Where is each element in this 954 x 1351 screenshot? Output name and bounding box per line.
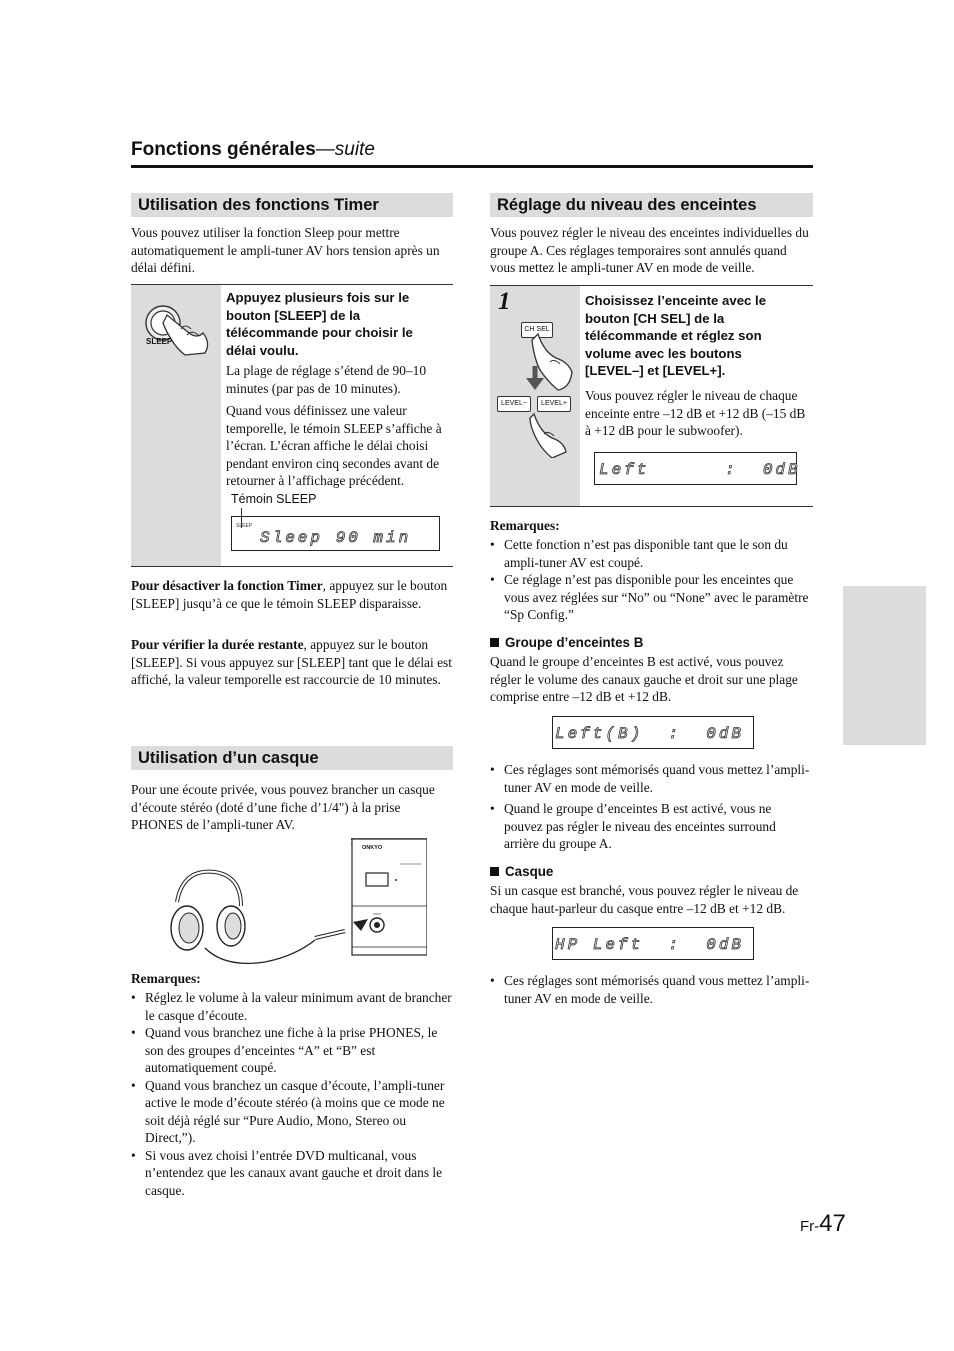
list-item: • Réglez le volume à la valeur minimum avant de brancher le casque d’écoute. xyxy=(131,989,454,1024)
sleep-button-icon xyxy=(141,299,215,357)
casque-heading: Utilisation d’un casque xyxy=(131,746,453,770)
list-item: • Ces réglages sont mémorisés quand vous mettez l’ampli-tuner AV en mode de veille. xyxy=(490,761,813,796)
list-item: • Ce réglage n’est pas disponible pour les enceintes que vous avez réglées sur “No” ou “None” avec le paramètre “Sp Config.” xyxy=(490,571,813,624)
square-bullet-icon xyxy=(490,867,499,876)
list-item: • Cette fonction n’est pas disponible tant que le son du ampli-tuner AV est coupé. xyxy=(490,536,813,571)
timer-check-para: Pour vérifier la durée restante, appuyez sur le bouton [SLEEP]. Si vous appuyez sur [SLEEP] tant que le délai est affiché, la valeur temporelle est raccourcie de 10 minutes. xyxy=(131,637,452,687)
list-item: • Si vous avez choisi l’entrée DVD multicanal, vous n’entendez que les canaux avant gauche et droit dans le casque. xyxy=(131,1147,454,1200)
hp-left-level-lcd: HP Left : 0dB xyxy=(552,927,754,960)
niveau-step-box xyxy=(490,285,813,507)
level-plus-button-icon: LEVEL+ xyxy=(537,396,571,412)
headphones xyxy=(171,872,245,950)
headphone-cable xyxy=(205,940,315,963)
casque-sub-text: Si un casque est branché, vous pouvez régler le niveau de chaque haut-parleur du casque entre –12 dB et +12 dB. xyxy=(490,883,799,916)
side-tab xyxy=(843,586,926,745)
timer-step-box xyxy=(131,284,453,567)
left-level-lcd: Left : 0dB xyxy=(594,452,797,485)
sleep-lcd-display: SLEEP Sleep 90 min xyxy=(231,516,440,551)
page-number: Fr-47 xyxy=(800,1210,846,1237)
timer-step-p1: La plage de réglage s’étend de 90–10 minutes (par pas de 10 minutes). xyxy=(226,363,427,396)
page-title: Fonctions générales—suite xyxy=(131,139,375,160)
timer-step-p2: Quand vous définissez une valeur temporelle, le témoin SLEEP s’affiche à l’écran. L’écran affiche le délai choisi pendant environ cinq secondes avant de retourner à l’affichage précédent. xyxy=(226,403,442,488)
list-item: • Quand le groupe d’enceintes B est activé, vous ne pouvez pas régler le niveau des enceintes surround arrière du groupe A. xyxy=(490,800,813,853)
timer-cancel-para: Pour désactiver la fonction Timer, appuyez sur le bouton [SLEEP] jusqu’à ce que le témoin SLEEP disparaisse. xyxy=(131,578,448,611)
niveau-remarques-title: Remarques: xyxy=(490,518,560,533)
step-number: 1 xyxy=(498,288,511,315)
casque-remarques-title: Remarques: xyxy=(131,971,201,986)
niveau-intro: Vous pouvez régler le niveau des enceintes individuelles du groupe A. Ces réglages temporaires sont annulés quand vous mettez le ampli-tuner AV en mode de veille. xyxy=(490,225,809,275)
casque-remarques-list xyxy=(131,989,454,1199)
headphone-receiver-illustration xyxy=(165,838,427,964)
casque-sub-list xyxy=(490,972,813,1007)
casque-subheading: Casque xyxy=(490,864,553,879)
left-b-level-lcd: Left(B) : 0dB xyxy=(552,716,754,749)
timer-heading: Utilisation des fonctions Timer xyxy=(131,193,453,217)
list-item: • Quand vous branchez une fiche à la prise PHONES, le son des groupes d’enceintes “A” et “B” est automatiquement coupé. xyxy=(131,1024,454,1077)
sleep-indicator-label: Témoin SLEEP xyxy=(231,492,317,506)
timer-intro: Vous pouvez utiliser la fonction Sleep pour mettre automatiquement le ampli-tuner AV hors tension après un délai défini. xyxy=(131,225,440,275)
ch-sel-button-icon: CH SEL xyxy=(521,322,553,338)
brand-logo: ONKYO xyxy=(362,845,383,851)
remote-hand-icon xyxy=(500,328,580,458)
niveau-remarques-list xyxy=(490,536,813,624)
timer-step-title: Appuyez plusieurs fois sur le bouton [SLEEP] de la télécommande pour choisir le délai voulu. xyxy=(226,290,413,358)
level-minus-button-icon: LEVEL− xyxy=(497,396,531,412)
square-bullet-icon xyxy=(490,638,499,647)
header-rule xyxy=(131,165,813,168)
groupe-b-text: Quand le groupe d’enceintes B est activé, vous pouvez régler le volume des canaux gauche et droit sur une plage comprise entre –12 dB et +12 dB. xyxy=(490,654,798,704)
niveau-heading: Réglage du niveau des enceintes xyxy=(490,193,813,217)
groupe-b-heading: Groupe d’enceintes B xyxy=(490,635,643,650)
list-item: • Ces réglages sont mémorisés quand vous mettez l’ampli-tuner AV en mode de veille. xyxy=(490,972,813,1007)
niveau-step-title: Choisissez l’enceinte avec le bouton [CH SEL] de la télécommande et réglez son volume avec les boutons [LEVEL–] et [LEVEL+]. xyxy=(585,293,767,379)
sleep-button-label: SLEEP xyxy=(146,337,173,346)
casque-intro: Pour une écoute privée, vous pouvez brancher un casque d’écoute stéréo (doté d’une fiche d’1/4") à la prise PHONES de l’ampli-tuner AV. xyxy=(131,782,435,832)
receiver-front-panel xyxy=(351,839,427,955)
groupe-b-list xyxy=(490,761,813,853)
niveau-step-text: Vous pouvez régler le niveau de chaque enceinte entre –12 dB et +12 dB (–15 dB à +12 dB pour le subwoofer). xyxy=(585,388,806,438)
list-item: • Quand vous branchez un casque d’écoute, l’ampli-tuner active le mode d’écoute stéréo (à moins que ce mode ne soit déjà réglé sur “Pure Audio, Mono, Stereo ou Direct,”). xyxy=(131,1077,454,1147)
